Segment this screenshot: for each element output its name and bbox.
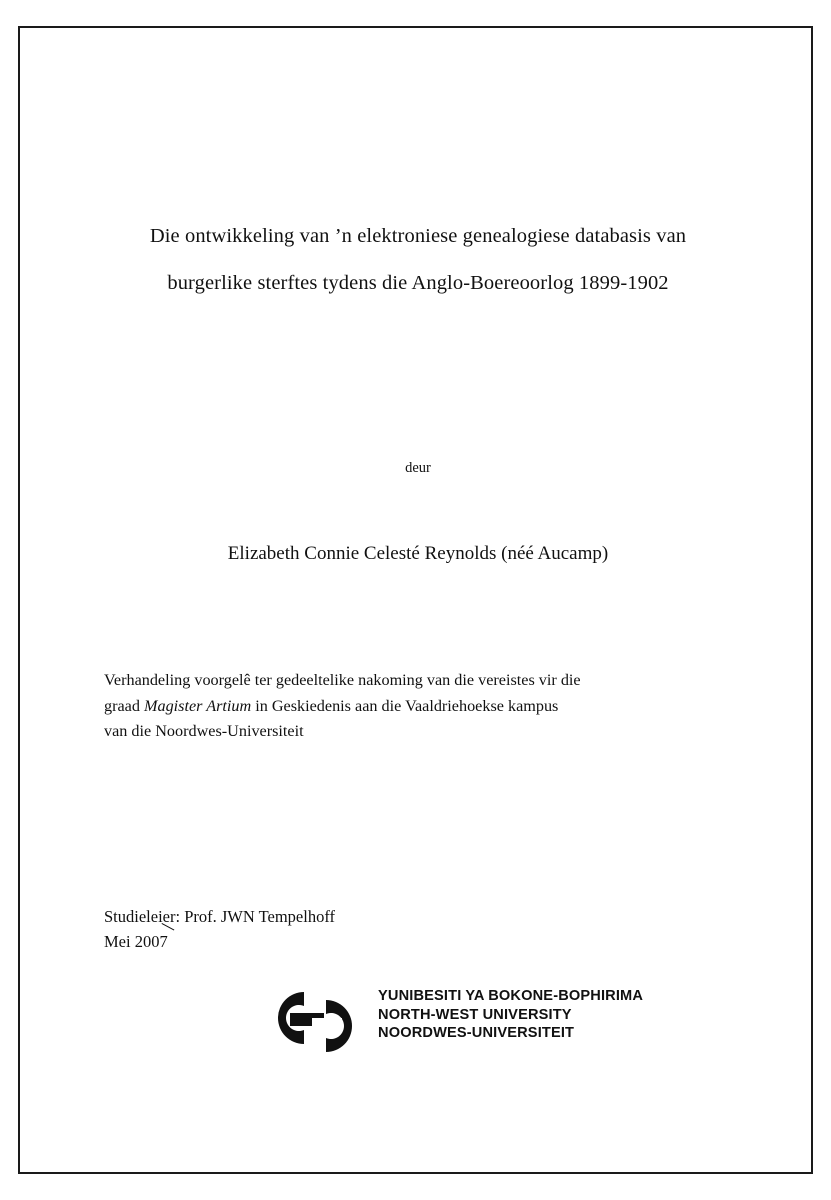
logo-line-3: NOORDWES-UNIVERSITEIT bbox=[378, 1025, 575, 1042]
author-name: Elizabeth Connie Celesté Reynolds (néé Aucamp) bbox=[227, 543, 609, 564]
supervisor-line: Studieleier: Prof. JWN Tempelhoff bbox=[104, 907, 336, 926]
university-logo bbox=[260, 983, 660, 1063]
page-title bbox=[104, 213, 732, 307]
title-line-1: Die ontwikkeling van ’n elektroniese genealogiese databasis van bbox=[149, 225, 687, 247]
north-west-university-logo-icon bbox=[260, 986, 372, 1058]
degree-statement bbox=[104, 668, 724, 745]
statement-line-2: graad Magister Artium in Geskiedenis aan die Vaaldriehoekse kampus bbox=[104, 696, 559, 715]
byline-label: deur bbox=[405, 460, 431, 476]
date-line bbox=[104, 929, 724, 954]
page-content bbox=[104, 28, 732, 1172]
statement-line-3: van die Noordwes-Universiteit bbox=[104, 722, 304, 740]
university-logo-text bbox=[378, 987, 643, 1043]
logo-line-2: NORTH-WEST UNIVERSITY bbox=[378, 1006, 572, 1023]
title-page bbox=[18, 26, 813, 1174]
statement-line-1: Verhandeling voorgelê ter gedeeltelike nakoming van die vereistes vir die bbox=[104, 671, 581, 689]
degree-name: Magister Artium bbox=[144, 696, 252, 715]
title-line-2: burgerlike sterftes tydens die Anglo-Boereoorlog 1899-1902 bbox=[167, 272, 669, 294]
date-text: Mei 2007 bbox=[104, 932, 168, 951]
supervisor-block bbox=[104, 904, 724, 954]
logo-line-1: YUNIBESITI YA BOKONE-BOPHIRIMA bbox=[378, 988, 644, 1004]
